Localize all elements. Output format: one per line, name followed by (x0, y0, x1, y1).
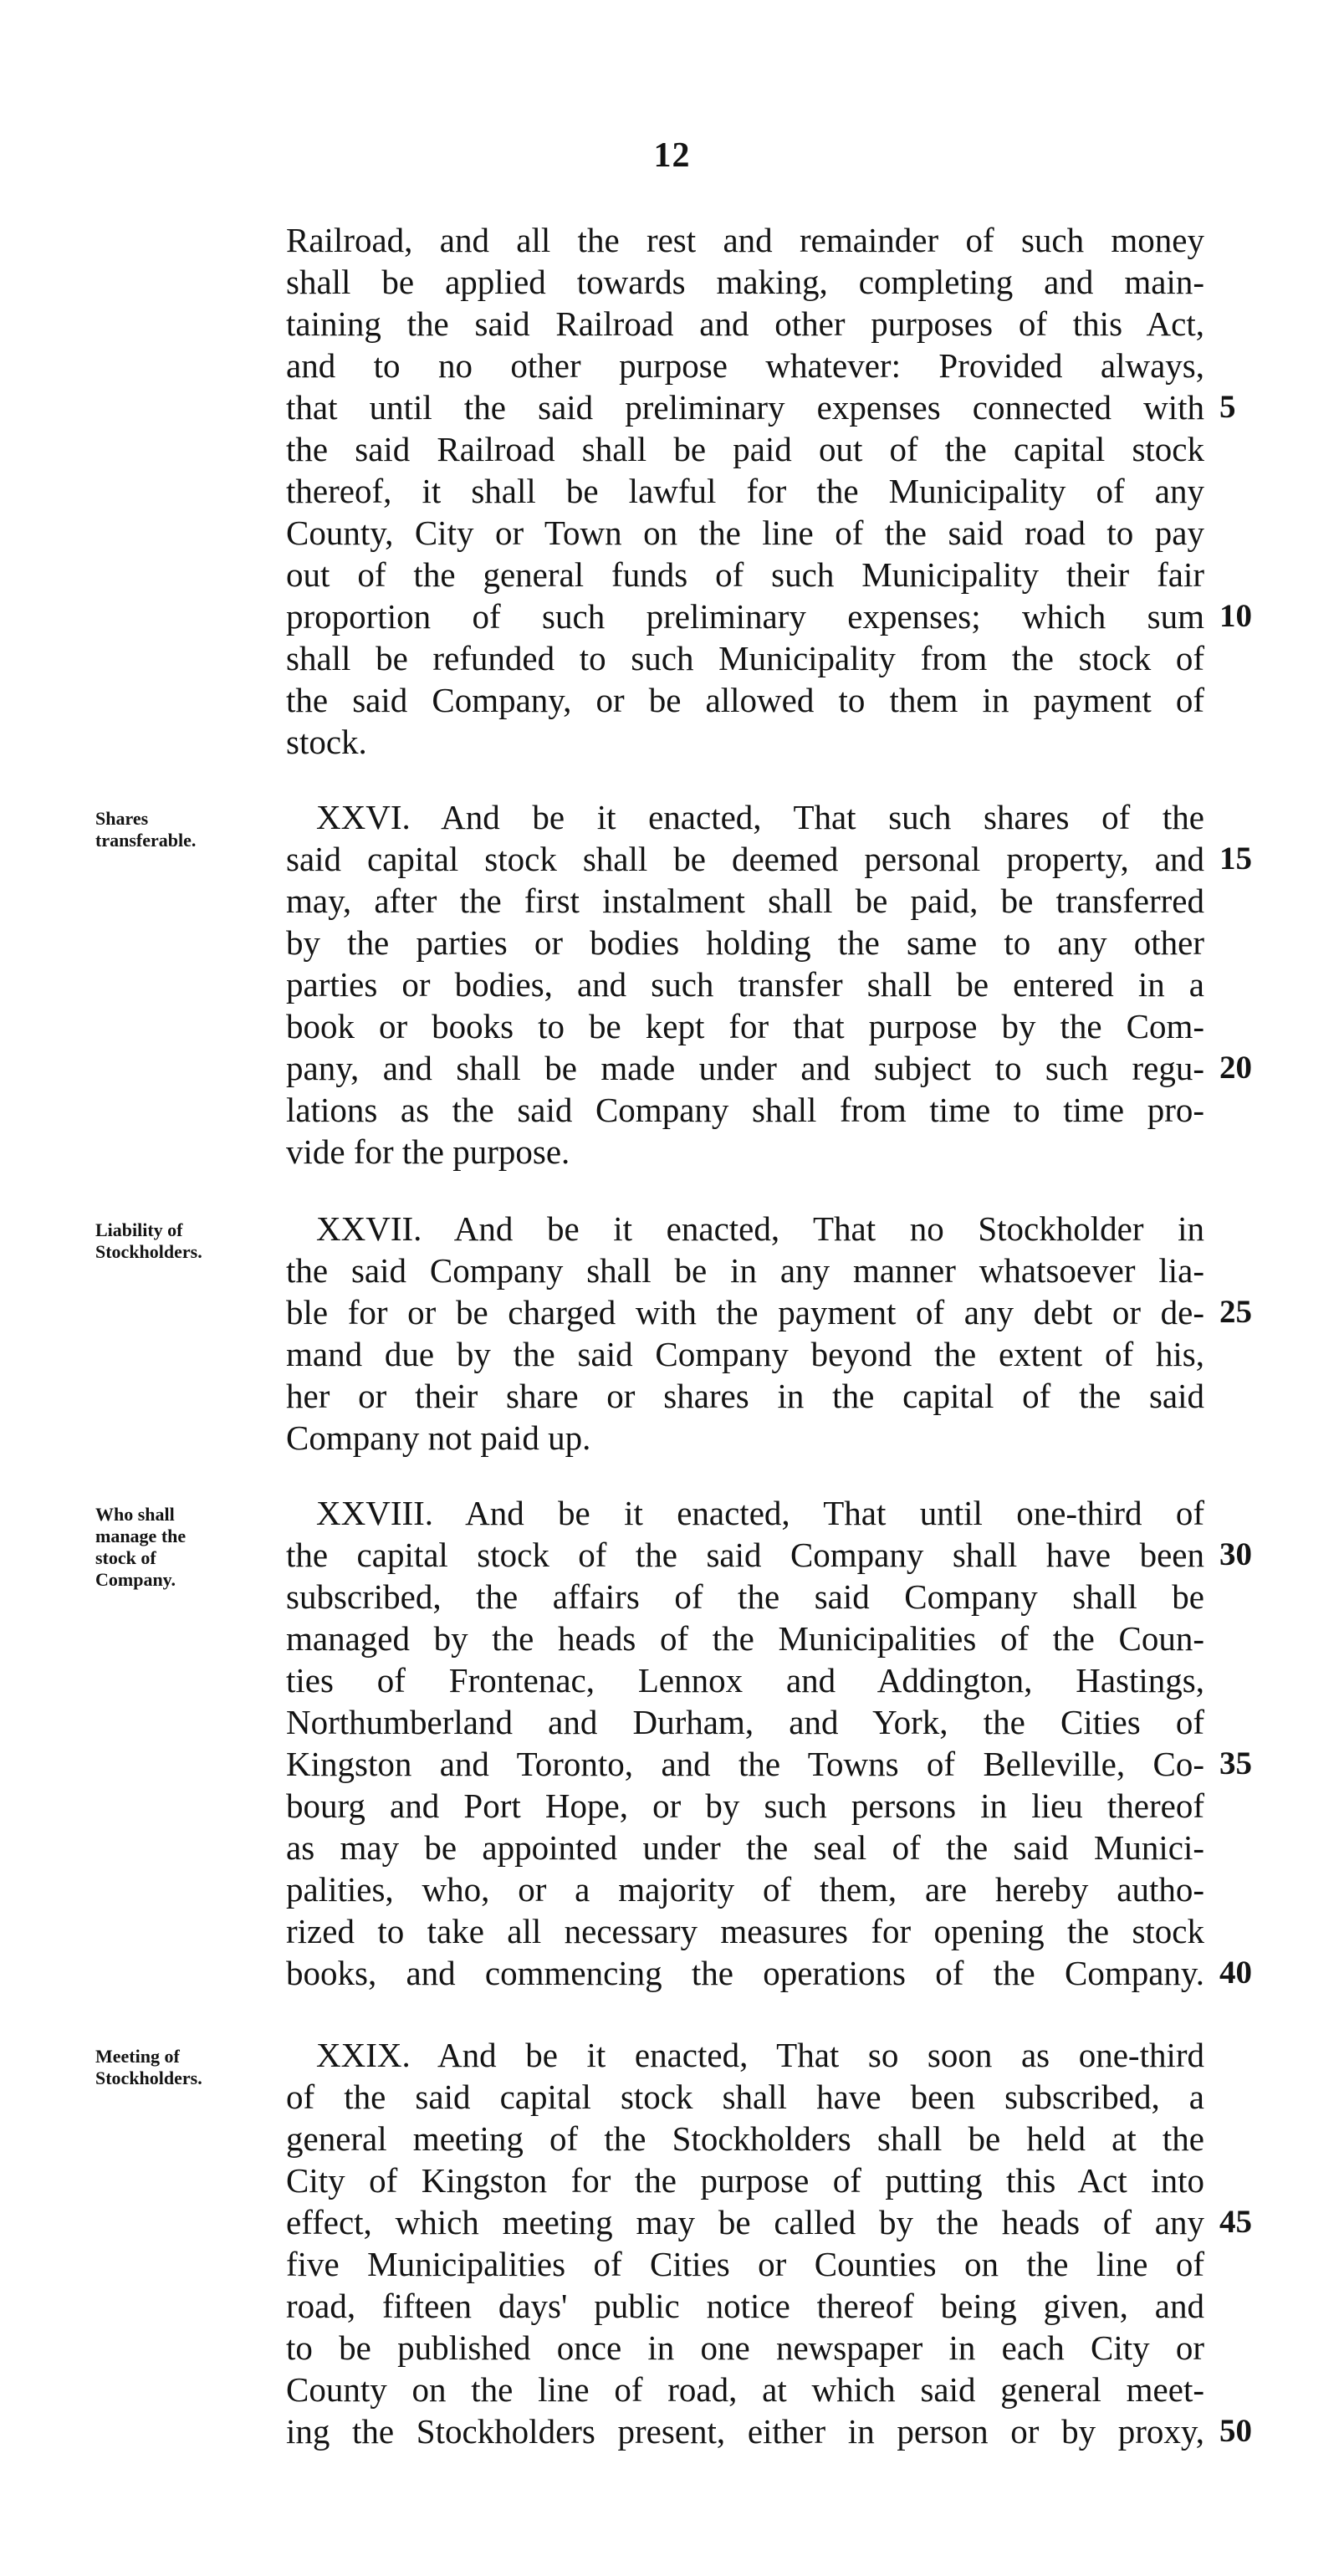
text-line: stock. (286, 723, 367, 761)
line-number: 10 (1219, 598, 1252, 634)
text-line: rized to take all necessary measures for opening the stock (286, 1912, 1204, 1950)
text-line: effect, which meeting may be called by the heads of any (286, 2203, 1204, 2241)
text-line: may, after the first instalment shall be paid, be transferred (286, 882, 1204, 920)
text-line: Company not paid up. (286, 1418, 591, 1457)
line-number: 50 (1219, 2413, 1252, 2449)
text-line: vide for the purpose. (286, 1132, 570, 1171)
margin-note-line: stock of (95, 1547, 156, 1568)
text-line: the said Railroad shall be paid out of the capital stock (286, 430, 1204, 468)
text-line: general meeting of the Stockholders shall be held at the (286, 2119, 1204, 2158)
section-heading-line: XXVIII. And be it enacted, That until one-third of (316, 1494, 1204, 1532)
text-line: her or their share or shares in the capital of the said (286, 1377, 1204, 1415)
text-line: the said Company shall be in any manner whatsoever lia- (286, 1251, 1204, 1290)
margin-note-meeting-of-stockholders (95, 2046, 271, 2089)
section-heading-line: XXIX. And be it enacted, That so soon as one-third (316, 2036, 1204, 2074)
text-line: County, City or Town on the line of the said road to pay (286, 514, 1204, 552)
line-number: 40 (1219, 1955, 1252, 1991)
text-line: as may be appointed under the seal of the said Munici- (286, 1828, 1204, 1867)
text-line: book or books to be kept for that purpose by the Com- (286, 1007, 1204, 1045)
text-line: pany, and shall be made under and subject to such regu- (286, 1049, 1204, 1087)
text-line: Northumberland and Durham, and York, the Cities of (286, 1703, 1204, 1741)
text-line: palities, who, or a majority of them, are hereby autho- (286, 1870, 1204, 1909)
margin-note-line: Meeting of (95, 2046, 180, 2067)
margin-note-line: manage the (95, 1526, 187, 1546)
line-number: 30 (1219, 1536, 1252, 1572)
margin-note-liability-of-stockholders (95, 1219, 271, 1263)
text-line: road, fifteen days' public notice thereof being given, and (286, 2287, 1204, 2325)
text-line: lations as the said Company shall from time to time pro- (286, 1091, 1204, 1129)
text-line: and to no other purpose whatever: Provided always, (286, 346, 1204, 385)
margin-note-line: Company. (95, 1569, 176, 1590)
text-line: Railroad, and all the rest and remainder of such money (286, 221, 1204, 259)
text-line: ing the Stockholders present, either in person or by proxy, (286, 2412, 1204, 2451)
margin-note-who-shall-manage (95, 1504, 271, 1591)
text-line: managed by the heads of the Municipalities of the Coun- (286, 1619, 1204, 1658)
margin-note-line: transferable. (95, 830, 197, 851)
text-line: to be published once in one newspaper in each City or (286, 2328, 1204, 2367)
text-line: said capital stock shall be deemed personal property, and (286, 840, 1204, 878)
margin-note-line: Stockholders. (95, 2067, 202, 2088)
text-line: that until the said preliminary expenses connected with (286, 388, 1204, 427)
text-line: ties of Frontenac, Lennox and Addington, Hastings, (286, 1661, 1204, 1699)
text-line: mand due by the said Company beyond the extent of his, (286, 1335, 1204, 1373)
margin-note-line: Liability of (95, 1219, 183, 1240)
text-line: shall be refunded to such Municipality from the stock of (286, 639, 1204, 677)
text-line: thereof, it shall be lawful for the Municipality of any (286, 472, 1204, 510)
line-number: 35 (1219, 1745, 1252, 1781)
text-line: out of the general funds of such Municipality their fair (286, 555, 1204, 594)
text-line: subscribed, the affairs of the said Company shall be (286, 1577, 1204, 1616)
line-number: 5 (1219, 389, 1236, 425)
section-heading-line: XXVII. And be it enacted, That no Stockholder in (316, 1209, 1204, 1248)
margin-note-line: Stockholders. (95, 1241, 202, 1262)
margin-note-shares-transferable (95, 808, 271, 851)
text-line: taining the said Railroad and other purposes of this Act, (286, 304, 1204, 343)
text-line: five Municipalities of Cities or Counties on the line of (286, 2245, 1204, 2283)
line-number: 15 (1219, 841, 1252, 877)
text-line: bourg and Port Hope, or by such persons in lieu thereof (286, 1786, 1204, 1825)
text-line: City of Kingston for the purpose of putting this Act into (286, 2161, 1204, 2200)
line-number: 20 (1219, 1050, 1252, 1086)
text-line: shall be applied towards making, completing and main- (286, 263, 1204, 301)
text-line: Kingston and Toronto, and the Towns of Belleville, Co- (286, 1745, 1204, 1783)
margin-note-line: Shares (95, 808, 149, 829)
text-line: parties or bodies, and such transfer shall be entered in a (286, 965, 1204, 1004)
text-line: the capital stock of the said Company shall have been (286, 1536, 1204, 1574)
text-line: the said Company, or be allowed to them in payment of (286, 681, 1204, 719)
line-number: 45 (1219, 2204, 1252, 2240)
text-line: by the parties or bodies holding the same to any other (286, 923, 1204, 962)
text-line: ble for or be charged with the payment of any debt or de- (286, 1293, 1204, 1331)
line-number: 25 (1219, 1294, 1252, 1330)
page-number: 12 (653, 136, 691, 175)
text-line: books, and commencing the operations of the Company. (286, 1954, 1204, 1992)
text-line: proportion of such preliminary expenses; which sum (286, 597, 1204, 636)
text-line: of the said capital stock shall have been subscribed, a (286, 2078, 1204, 2116)
margin-note-line: Who shall (95, 1504, 175, 1525)
text-line: County on the line of road, at which said general meet- (286, 2370, 1204, 2409)
section-heading-line: XXVI. And be it enacted, That such shares of the (316, 798, 1204, 836)
